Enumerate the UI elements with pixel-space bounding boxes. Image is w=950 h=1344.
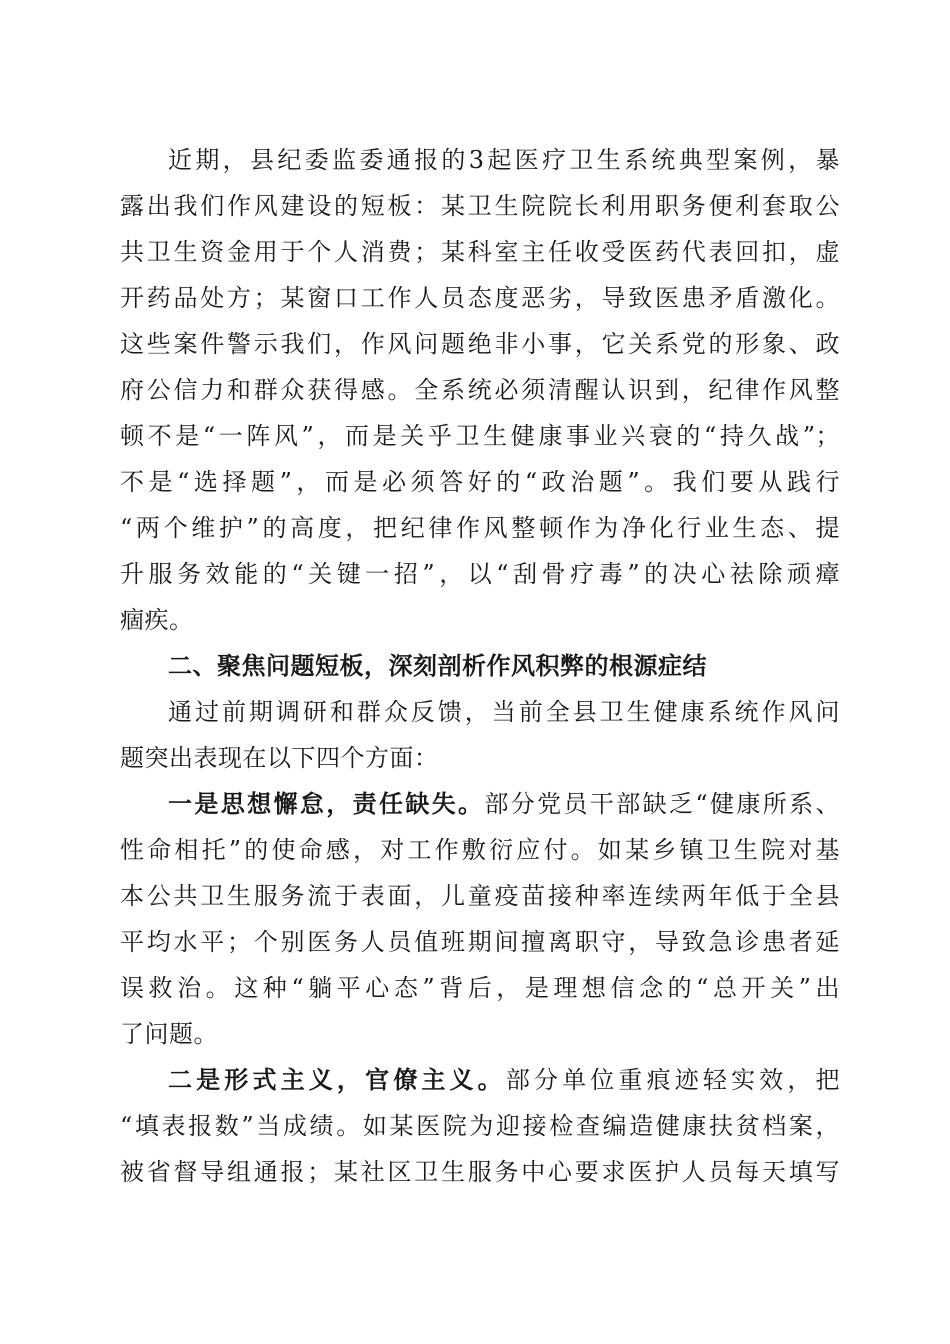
paragraph-line: 痼疾。 [120,606,194,634]
paragraph-line [168,1060,840,1100]
paragraph-line: 露出我们作风建设的短板：某卫生院院长利用职务便利套取公 [120,192,840,220]
paragraph-line: 近期，县纪委监委通报的3起医疗卫生系统典型案例，暴 [168,146,840,174]
paragraph-line: 开药品处方；某窗口工作人员态度恶劣，导致医患矛盾激化。 [120,284,840,312]
paragraph-line: 被省督导组通报；某社区卫生服务中心要求医护人员每天填写 [120,1158,840,1186]
paragraph-line: 了问题。 [120,1020,218,1048]
paragraph-line: 共卫生资金用于个人消费；某科室主任收受医药代表回扣，虚 [120,238,840,266]
paragraph-text: 部分党员干部缺乏“健康所系、 [484,790,840,818]
paragraph-line: 本公共卫生服务流于表面，儿童疫苗接种率连续两年低于全县 [120,882,840,910]
paragraph-line: “填表报数”当成绩。如某医院为迎接检查编造健康扶贫档案， [120,1112,840,1140]
paragraph-text: 部分单位重痕迹轻实效，把 [505,1066,841,1094]
paragraph-lead-2: 二是形式主义，官僚主义。 [168,1065,506,1094]
paragraph-line [168,784,840,824]
paragraph-line: 通过前期调研和群众反馈，当前全县卫生健康系统作风问 [168,698,840,726]
paragraph-line: 平均水平；个别医务人员值班期间擅离职守，导致急诊患者延 [120,928,840,956]
paragraph-line: 府公信力和群众获得感。全系统必须清醒认识到，纪律作风整 [120,376,840,404]
paragraph-line: 升服务效能的“关键一招”，以“刮骨疗毒”的决心祛除顽瘴 [120,560,840,588]
paragraph-line: 误救治。这种“躺平心态”背后，是理想信念的“总开关”出 [120,974,840,1002]
paragraph-line: 顿不是“一阵风”，而是关乎卫生健康事业兴衰的“持久战”； [120,422,840,450]
section-heading: 二、聚焦问题短板，深刻剖析作风积弊的根源症结 [168,652,707,680]
paragraph-line: 不是“选择题”，而是必须答好的“政治题”。我们要从践行 [120,468,840,496]
paragraph-line: “两个维护”的高度，把纪律作风整顿作为净化行业生态、提 [120,514,840,542]
paragraph-lead-1: 一是思想懈怠，责任缺失。 [168,789,485,818]
paragraph-line: 这些案件警示我们，作风问题绝非小事，它关系党的形象、政 [120,330,840,358]
paragraph-line: 性命相托”的使命感，对工作敷衍应付。如某乡镇卫生院对基 [120,836,840,864]
paragraph-line: 题突出表现在以下四个方面： [120,744,439,772]
